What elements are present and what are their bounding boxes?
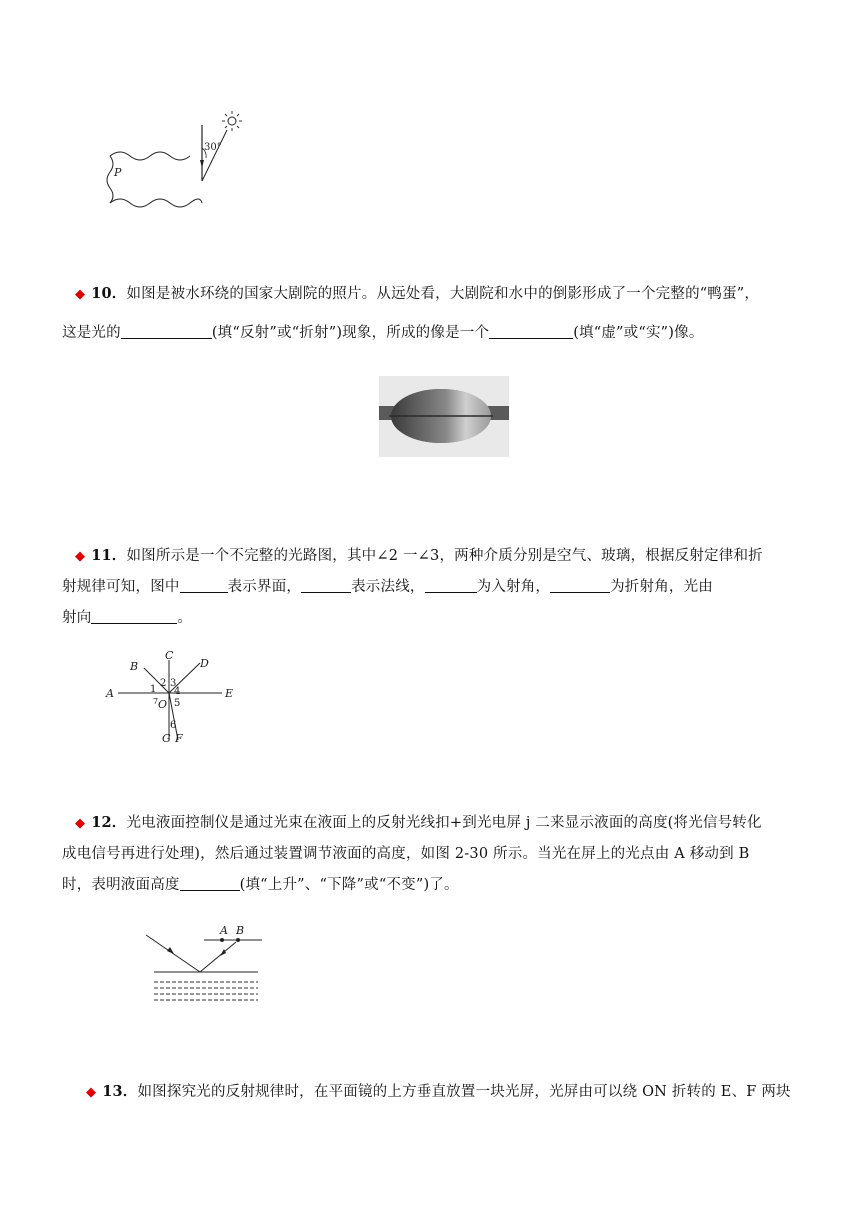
label-o: O <box>158 698 168 711</box>
sun-reflection-figure <box>100 108 250 213</box>
label-f: F <box>175 732 183 745</box>
point-a-label: A <box>220 924 228 937</box>
liquid-level-figure <box>140 920 265 1012</box>
q11-blank-3[interactable] <box>425 578 477 593</box>
q11-blank-4[interactable] <box>550 578 610 593</box>
q10-text-2c: (填“虚”或“实”)像。 <box>573 325 704 341</box>
q11-text-2e: 为折射角，光由 <box>610 579 714 595</box>
label-a: A <box>106 687 114 700</box>
q12-text-2: 成电信号再进行处理)，然后通过装置调节液面的高度，如图 2-30 所示。当光在屏上的光点由 A 移动到 B <box>62 846 750 862</box>
q12-line1 <box>75 812 800 835</box>
q10-blank-1[interactable] <box>121 324 212 339</box>
label-e: E <box>225 687 234 700</box>
label-7: 7 <box>153 697 159 706</box>
label-2: 2 <box>160 678 167 689</box>
q11-text-1: 如图所示是一个不完整的光路图，其中∠2 一∠3，两种介质分别是空气、玻璃，根据反射定律和折 <box>126 548 763 564</box>
q11-text-3a: 射向 <box>62 610 92 626</box>
label-4: 4 <box>174 686 181 697</box>
point-b-label: B <box>236 924 245 937</box>
label-c: C <box>165 650 174 662</box>
q13-number: 13． <box>102 1083 138 1100</box>
label-g: G <box>162 732 171 745</box>
label-6: 6 <box>170 720 177 731</box>
bullet-diamond-icon: ◆ <box>75 816 86 831</box>
q12-number: 12． <box>91 814 127 831</box>
bullet-diamond-icon: ◆ <box>75 549 86 564</box>
q11-text-2c: 表示法线， <box>351 579 425 595</box>
q11-line1 <box>75 545 800 568</box>
q12-text-1: 光电液面控制仪是通过光束在液面上的反射光线扣+到光电屏 j 二来显示液面的高度(将光信号转化 <box>126 815 762 831</box>
q10-text-2b: (填“反射”或“折射”)现象，所成的像是一个 <box>211 325 490 341</box>
light-path-figure <box>104 650 234 750</box>
q11-line2 <box>62 576 800 598</box>
label-5: 5 <box>174 698 181 709</box>
q11-blank-1[interactable] <box>180 578 228 593</box>
q11-line3 <box>62 607 800 629</box>
q10-line1 <box>75 283 800 306</box>
q13-line1 <box>86 1081 800 1104</box>
q10-text-1: 如图是被水环绕的国家大剧院的照片。从远处看，大剧院和水中的倒影形成了一个完整的“鸭蛋”， <box>126 286 760 302</box>
q10-blank-2[interactable] <box>489 324 573 339</box>
q12-text-3a: 时，表明液面高度 <box>62 877 180 893</box>
q12-blank-1[interactable] <box>180 876 240 891</box>
q10-line2 <box>62 322 800 344</box>
q11-blank-5[interactable] <box>91 609 177 624</box>
label-d: D <box>200 657 209 670</box>
q13-text-1: 如图探究光的反射规律时，在平面镜的上方垂直放置一块光屏，光屏由可以绕 ON 折转的 E、F 两块 <box>137 1084 791 1100</box>
q11-text-3b: 。 <box>177 610 193 626</box>
q11-number: 11． <box>91 547 127 564</box>
point-p-label: P <box>114 166 122 179</box>
q11-text-2a: 射规律可知，图中 <box>62 579 180 595</box>
q10-number: 10． <box>91 285 127 302</box>
q11-text-2b: 表示界面， <box>227 579 302 595</box>
label-1: 1 <box>150 684 157 695</box>
q10-text-2a: 这是光的 <box>62 325 121 341</box>
q12-line3 <box>62 874 800 896</box>
q11-text-2d: 为入射角， <box>476 579 551 595</box>
q11-blank-2[interactable] <box>301 578 351 593</box>
q12-line2 <box>62 843 800 865</box>
bullet-diamond-icon: ◆ <box>86 1085 97 1100</box>
q12-text-3b: (填“上升”、“下降”或“不变”)了。 <box>239 877 459 893</box>
angle-label: 30° <box>204 142 222 153</box>
label-b: B <box>130 660 139 673</box>
bullet-diamond-icon: ◆ <box>75 287 86 302</box>
national-theater-photo <box>379 376 509 457</box>
label-3: 3 <box>170 678 177 689</box>
